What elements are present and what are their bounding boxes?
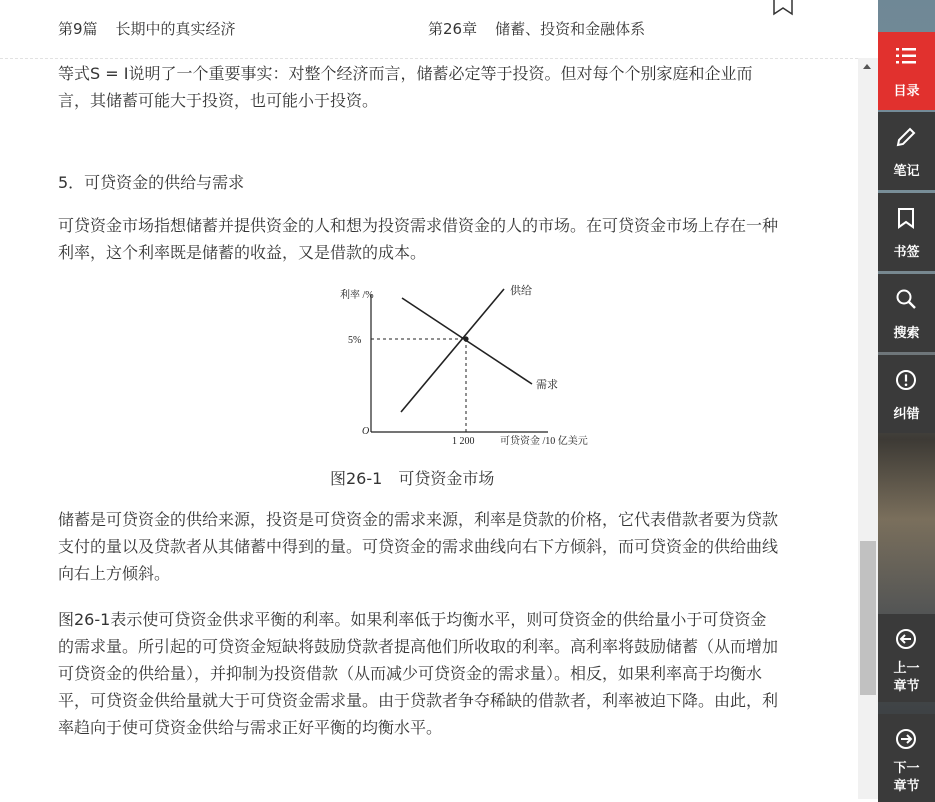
pencil-icon	[895, 126, 917, 148]
supply-curve-label: 供给	[510, 285, 532, 297]
section-heading: 5．可贷资金的供给与需求	[58, 173, 245, 192]
part-title: 长期中的真实经济	[115, 20, 236, 38]
search-label: 搜索	[893, 326, 920, 341]
arrow-right-circle-icon	[895, 728, 917, 750]
prev-chapter-button[interactable]	[878, 614, 935, 702]
paragraph-1: 等式S = I说明了一个重要事实：对整个经济而言，储蓄必定等于投资。但对每个个别家庭和企业而言，其储蓄可能大于投资，也可能小于投资。	[58, 64, 753, 110]
chapter-title: 储蓄、投资和金融体系	[495, 20, 646, 38]
bookmark-icon	[895, 207, 917, 229]
demand-curve-label: 需求	[536, 379, 558, 391]
search-button[interactable]	[878, 274, 935, 352]
prev-chapter-label: 上一 章节	[893, 661, 920, 694]
paragraph-4: 图26-1表示使可贷资金供求平衡的利率。如果利率低于均衡水平，则可贷资金的供给量小于可贷资金的需求量。所引起的可贷资金短缺将鼓励贷款者提高他们所收取的利率。高利率将鼓励储蓄（从而增加可贷资金的供给量），并抑制为投资借款（从而减少可贷资金的需求量）。相反，如果利率高于均衡水平，可贷资金供给量就大于可贷资金需求量。由于贷款者争夺稀缺的借款者，利率被迫下降。由此，利率趋向于使可贷资金供给与需求正好平衡的均衡水平。	[58, 610, 779, 737]
part-breadcrumb	[58, 18, 254, 39]
y-axis-label: 利率 /%	[340, 290, 374, 301]
notes-button[interactable]	[878, 112, 935, 190]
chapter-number: 第26章	[428, 20, 478, 38]
report-error-button[interactable]	[878, 355, 935, 433]
paragraph-3: 储蓄是可贷资金的供给来源，投资是可贷资金的需求来源，利率是贷款的价格，它代表借款者要为贷款支付的量以及贷款者从其储蓄中得到的量。可贷资金的需求曲线向右下方倾斜，而可贷资金的供给曲线向右上方倾斜。	[58, 510, 779, 583]
notes-label: 笔记	[893, 164, 920, 179]
origin-label: O	[362, 426, 370, 437]
bookmark-label: 书签	[893, 245, 920, 260]
figure-caption: 图26-1 可贷资金市场	[330, 469, 495, 488]
toc-label: 目录	[893, 84, 920, 99]
report-error-label: 纠错	[893, 407, 920, 422]
equilibrium-rate-label: 5%	[348, 335, 362, 346]
reader-sidebar	[878, 0, 935, 799]
scroll-up-arrow-icon[interactable]	[863, 64, 871, 69]
alert-circle-icon	[895, 369, 917, 391]
chapter-breadcrumb	[428, 18, 663, 39]
bookmark-ribbon-icon[interactable]	[772, 0, 794, 16]
paragraph-2: 可贷资金市场指想储蓄并提供资金的人和想为投资需求借资金的人的市场。在可贷资金市场上存在一种利率，这个利率既是储蓄的收益，又是借款的成本。	[58, 216, 779, 262]
list-icon	[895, 46, 917, 66]
search-icon	[895, 288, 917, 310]
reader-header	[0, 0, 858, 59]
loanable-funds-diagram	[308, 284, 608, 484]
next-chapter-label: 下一 章节	[893, 761, 920, 794]
bookmark-button[interactable]	[878, 193, 935, 271]
scroll-thumb[interactable]	[860, 541, 876, 695]
equilibrium-quantity-label: 1 200	[452, 436, 475, 447]
next-chapter-button[interactable]	[878, 714, 935, 802]
arrow-left-circle-icon	[895, 628, 917, 650]
toc-button[interactable]	[878, 32, 935, 110]
part-number: 第9篇	[58, 20, 98, 38]
vertical-scrollbar[interactable]	[858, 58, 878, 799]
x-axis-label: 可贷资金 /10 亿美元	[500, 436, 588, 447]
equilibrium-point	[463, 336, 468, 341]
